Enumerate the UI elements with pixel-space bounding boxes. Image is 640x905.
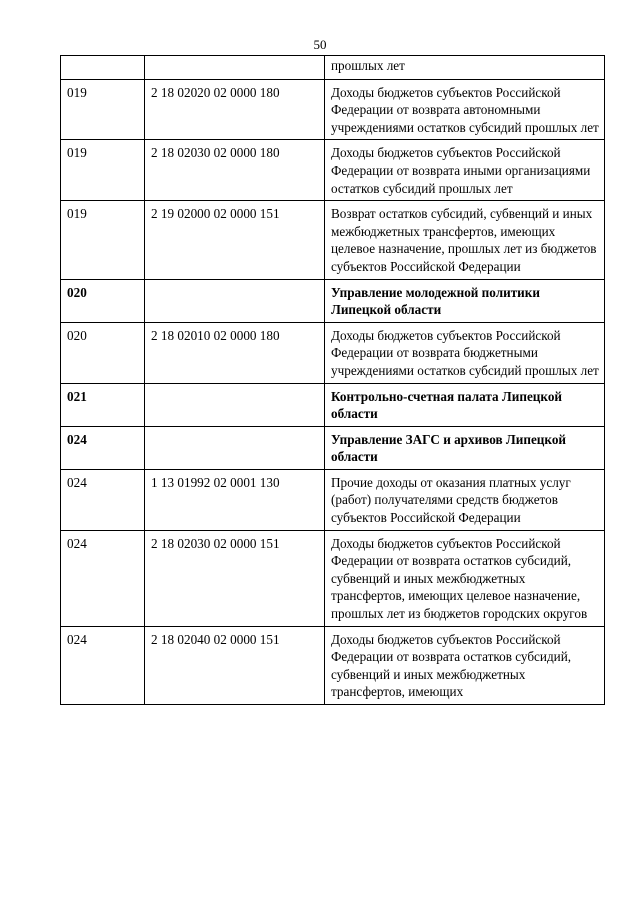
admin-code-cell: 024 <box>61 426 145 469</box>
description-cell: Контрольно-счетная палата Липецкой области <box>325 383 605 426</box>
admin-code-cell: 024 <box>61 530 145 626</box>
admin-code-cell: 019 <box>61 79 145 140</box>
admin-code-cell: 020 <box>61 279 145 322</box>
budget-code-cell: 2 18 02020 02 0000 180 <box>145 79 325 140</box>
budget-code-cell <box>145 56 325 80</box>
admin-code-cell: 024 <box>61 469 145 530</box>
admin-code-cell <box>61 56 145 80</box>
description-cell: прошлых лет <box>325 56 605 80</box>
admin-code-cell: 021 <box>61 383 145 426</box>
description-cell: Доходы бюджетов субъектов Российской Федерации от возврата автономными учреждениями остатков субсидий прошлых лет <box>325 79 605 140</box>
budget-code-cell: 2 19 02000 02 0000 151 <box>145 201 325 279</box>
description-cell: Прочие доходы от оказания платных услуг (работ) получателями средств бюджетов субъектов Российской Федерации <box>325 469 605 530</box>
table-row <box>61 201 605 279</box>
description-cell: Возврат остатков субсидий, субвенций и иных межбюджетных трансфертов, имеющих целевое назначение, прошлых лет из бюджетов субъектов Российской Федерации <box>325 201 605 279</box>
description-cell: Управление молодежной политики Липецкой области <box>325 279 605 322</box>
description-cell: Доходы бюджетов субъектов Российской Федерации от возврата остатков субсидий, субвенций и иных межбюджетных трансфертов, имеющих <box>325 626 605 704</box>
budget-code-cell: 2 18 02040 02 0000 151 <box>145 626 325 704</box>
revenue-codes-table <box>60 55 605 705</box>
admin-code-cell: 019 <box>61 140 145 201</box>
budget-code-cell: 1 13 01992 02 0001 130 <box>145 469 325 530</box>
budget-code-cell <box>145 279 325 322</box>
admin-code-cell: 019 <box>61 201 145 279</box>
table-row-section-header <box>61 279 605 322</box>
budget-code-cell: 2 18 02030 02 0000 180 <box>145 140 325 201</box>
table-row <box>61 530 605 626</box>
budget-code-cell: 2 18 02010 02 0000 180 <box>145 322 325 383</box>
page-number: 50 <box>313 37 327 52</box>
description-cell: Управление ЗАГС и архивов Липецкой области <box>325 426 605 469</box>
table-row-section-header <box>61 383 605 426</box>
budget-code-cell <box>145 383 325 426</box>
description-cell: Доходы бюджетов субъектов Российской Федерации от возврата бюджетными учреждениями остатков субсидий прошлых лет <box>325 322 605 383</box>
budget-code-cell <box>145 426 325 469</box>
table-row-section-header <box>61 426 605 469</box>
table-row <box>61 79 605 140</box>
table-body <box>61 56 605 705</box>
budget-code-cell: 2 18 02030 02 0000 151 <box>145 530 325 626</box>
description-cell: Доходы бюджетов субъектов Российской Федерации от возврата иными организациями остатков субсидий прошлых лет <box>325 140 605 201</box>
table-row <box>61 140 605 201</box>
description-cell: Доходы бюджетов субъектов Российской Федерации от возврата остатков субсидий, субвенций и иных межбюджетных трансфертов, имеющих целевое назначение, прошлых лет из бюджетов городских округов <box>325 530 605 626</box>
table-row <box>61 626 605 704</box>
admin-code-cell: 024 <box>61 626 145 704</box>
table-row <box>61 56 605 80</box>
table-row <box>61 322 605 383</box>
admin-code-cell: 020 <box>61 322 145 383</box>
table-row <box>61 469 605 530</box>
